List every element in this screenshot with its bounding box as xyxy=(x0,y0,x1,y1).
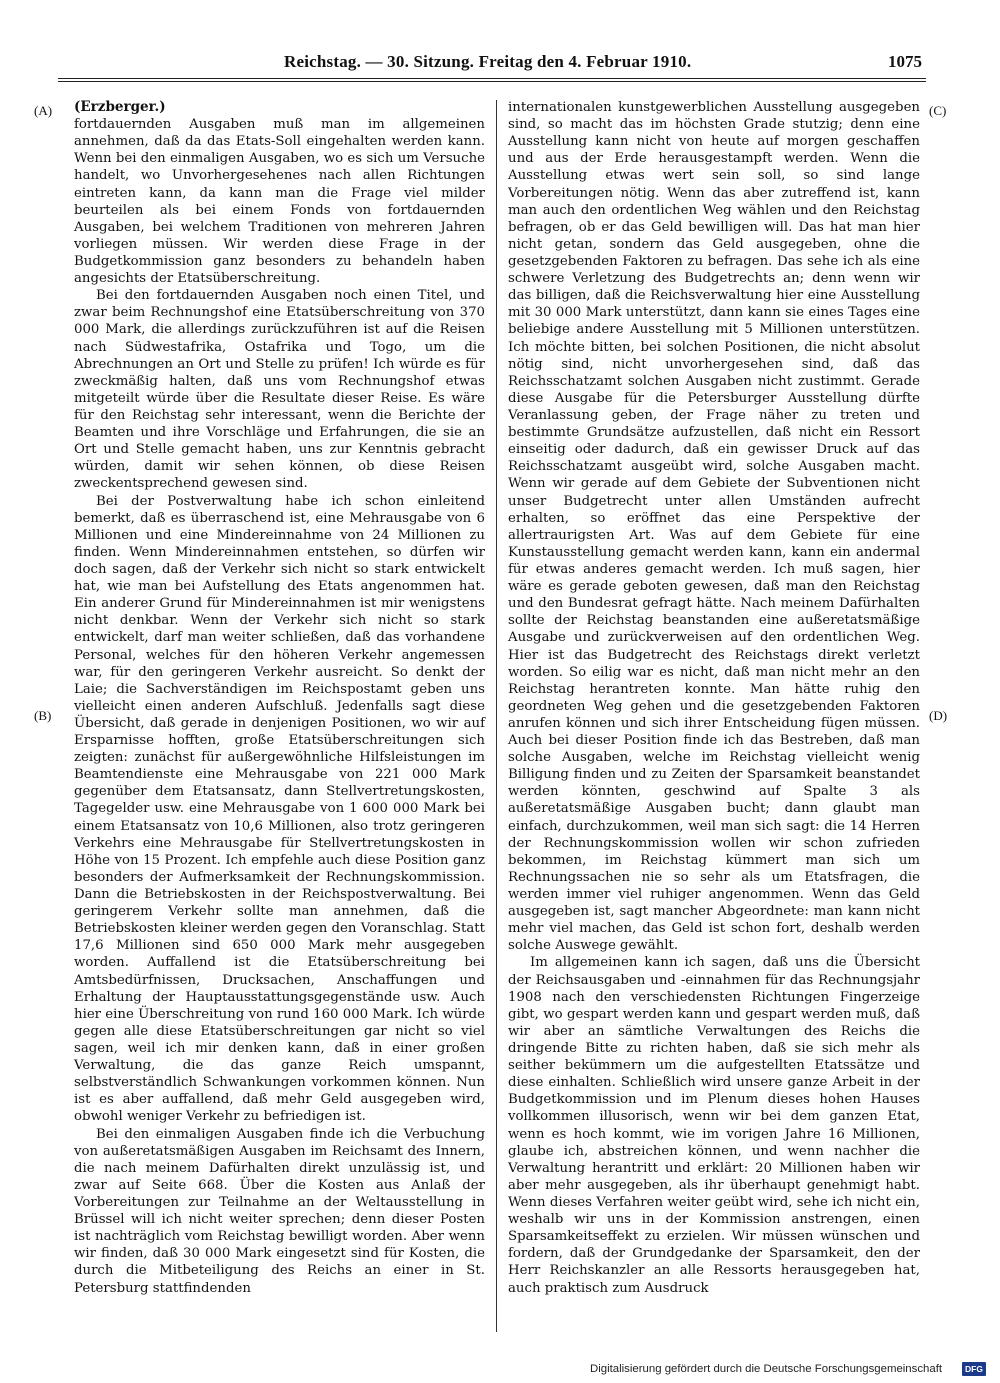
header-rule xyxy=(58,78,926,79)
footer-credit: Digitalisierung gefördert durch die Deutsche Forschungsgemeinschaft xyxy=(590,1363,943,1375)
paragraph: Bei den fortdauernden Ausgaben noch einen Titel, und zwar beim Rechnungshof eine Etatsüberschreitung von 370 000 Mark, die allerdings zurückzuführen ist auf die Reisen nach Südwestafrika, Ostafrika und Togo, um die Abrechnungen an Ort und Stelle zu prüfen! Ich würde es für zweckmäßig halten, daß uns vom Rechnungshof etwas mitgeteilt würde über die Resultate dieser Reise. Es wäre für den Reichstag sehr interessant, wenn die Berichte der Beamten und ihre Vorschläge und Erfahrungen, die sie an Ort und Stelle gemacht haben, uns zur Kenntnis gebracht würden, damit wir sehen können, ob diese Reisen zweckentsprechend gewesen sind. xyxy=(74,288,485,492)
dfg-logo-icon: DFG xyxy=(962,1362,986,1376)
speaker-label: (Erzberger.) xyxy=(74,99,166,115)
margin-marker-a: (A) xyxy=(34,103,53,118)
header-rule-thin xyxy=(58,81,926,82)
margin-marker-d: (D) xyxy=(929,708,948,723)
margin-marker-b: (B) xyxy=(34,708,52,723)
running-header xyxy=(0,52,1000,76)
right-column xyxy=(508,99,920,1297)
page-number: 1075 xyxy=(888,52,922,71)
paragraph: Bei den einmaligen Ausgaben finde ich die Verbuchung von außeretatsmäßigen Ausgaben im Reichsamt des Innern, die nach meinem Dafürhalten direkt unzulässig ist, und zwar auf Seite 668. Über die Kosten aus Anlaß der Vorbereitungen zur Teilnahme an der Weltausstellung in Brüssel will ich nicht weiter sprechen; denn dieser Posten ist nachträglich vom Reichstag bewilligt worden. Aber wenn wir finden, daß 30 000 Mark eingesetzt sind für Kosten, die durch die Mitbeteiligung des Reichs an einer in St. Petersburg stattfindenden xyxy=(74,1126,485,1296)
left-column xyxy=(74,99,485,1297)
running-title: Reichstag. — 30. Sitzung. Freitag den 4. Februar 1910. xyxy=(284,52,692,71)
paragraph: Im allgemeinen kann ich sagen, daß uns die Übersicht der Reichsausgaben und -einnahmen für das Rechnungsjahr 1908 nach den verschiedensten Richtungen Fingerzeige gibt, wo gespart werden kann und gespart werden muß, daß wir aber an sämtliche Verwaltungen des Reichs die dringende Bitte zu richten haben, daß sie sich mehr als seither bekümmern um die aufgestellten Etatssätze und diese einhalten. Schließlich wird unsere ganze Arbeit in der Budgetkommission und im Plenum dieses hohen Hauses vollkommen illusorisch, wenn wir bei dem ganzen Etat, wenn es hoch kommt, wie im vorigen Jahre 16 Millionen, glaube ich, abstreichen können, und wenn nachher die Verwaltung herantritt und erklärt: 20 Millionen haben wir aber mehr ausgegeben, als ihr überhaupt genehmigt habt. Wenn dieses Verfahren weiter geübt wird, sehe ich nicht ein, weshalb wir uns in der Kommission anstrengen, einen Sparsamkeitseffekt zu erzielen. Wir müssen wünschen und fordern, daß der Grundgedanke der Sparsamkeit, den der Herr Reichskanzler an alle Ressorts herausgegeben hat, auch praktisch zum Ausdruck xyxy=(508,955,920,1296)
paragraph: internationalen kunstgewerblichen Ausstellung ausgegeben sind, so macht das im höchsten Grade stutzig; denn eine Ausstellung kann nicht von heute auf morgen geschaffen und aus der Erde herausgestampft werden. Wenn die Ausstellung etwas wert sein soll, so sind lange Vorbereitungen nötig. Wenn das aber zutreffend ist, kann man auch den ordentlichen Weg wählen und den Reichstag befragen, ob er das Geld bewilligen will. Das hat man hier nicht getan, sondern das Geld ausgegeben, ohne die gesetzgebenden Faktoren zu befragen. Das sehe ich als eine schwere Verletzung des Budgetrechts an; denn wenn wir das billigen, daß die Reichsverwaltung hier eine Ausstellung mit 30 000 Mark unterstützt, dann kann sie eines Tages eine beliebige andere Ausstellung mit 5 Millionen unterstützen. Ich möchte bitten, bei solchen Positionen, die nicht absolut nötig sind, nicht unvorhergesehen sind, daß das Reichsschatzamt solchen Ausgaben nicht zustimmt. Gerade diese Ausgabe für die Petersburger Ausstellung dürfte Veranlassung geben, der Frage näher zu treten und bestimmte Grundsätze aufzustellen, daß nicht ein Ressort einseitig oder dadurch, daß ein gewisser Druck auf das Reichsschatzamt ausgeübt wird, solche Ausgaben macht. Wenn wir gerade auf dem Gebiete der Subventionen nicht unser Budgetrecht unter allen Umständen aufrecht erhalten, so eröffnet das eine Perspektive der allertraurigsten Art. Was auf dem Gebiete für eine Kunstausstellung gemacht werden kann, kann ein andermal für etwas anderes gemacht werden. Ich muß sagen, hier wäre es gerade geboten gewesen, daß man den Reichstag und den Bundesrat gefragt hätte. Nach meinem Dafürhalten sollte der Reichstag beanstanden eine außeretatsmäßige Ausgabe und zurückverweisen auf den ordentlichen Weg. Hier ist das Budgetrecht des Reichstags direkt verletzt worden. So eilig war es nicht, daß man nicht mehr an den Reichstag herantreten konnte. Man hätte ruhig den geordneten Weg gehen und die gesetzgebenden Faktoren anrufen können und sich ihrer Entscheidung fügen müssen. Auch bei dieser Position finde ich das Bestreben, daß man solche Ausgaben, welche im Reichstag vielleicht wenig Billigung finden und zu Zeiten der Sparsamkeit beanstandet werden könnten, geschwind auf Spalte 3 als außeretatsmäßige Ausgaben bucht; dann glaubt man einfach, durchzukommen, weil man sich sagt: die 14 Herren der Rechnungskommission wollen wir schon zufrieden bekommen, im Reichstag kümmert man sich um Rechnungssachen nie so sehr als um Etatsfragen, die werden immer viel ruhiger angenommen. Wenn das Geld ausgegeben ist, sagt mancher Abgeordnete: man kann nicht mehr viel machen, das Geld ist schon fort, deshalb werden solche Auswege gewählt. xyxy=(508,100,920,954)
digitization-footer xyxy=(590,1362,990,1378)
column-divider xyxy=(496,100,497,1332)
paragraph: Bei der Postverwaltung habe ich schon einleitend bemerkt, daß es überraschend ist, eine Mehrausgabe von 6 Millionen und eine Mindereinnahme von 24 Millionen zu finden. Wenn Mindereinnahmen entstehen, so dürfen wir doch sagen, daß der Verkehr sich nicht so stark entwickelt hat, wie man bei Aufstellung des Etats angenommen hat. Ein anderer Grund für Mindereinnahmen ist mir wenigstens nicht denkbar. Wenn der Verkehr sich nicht so stark entwickelt, darf man weiter schließen, daß das vorhandene Personal, welches für den höheren Verkehr angemessen war, für den geringeren Verkehr ausreicht. So denkt der Laie; die Sachverständigen im Reichspostamt geben uns vielleicht einen anderen Aufschluß. Jedenfalls sagt diese Übersicht, daß gerade in denjenigen Positionen, wo wir auf Ersparnisse hofften, große Etatsüberschreitungen sich zeigten: zunächst für außergewöhnliche Hilfsleistungen im Beamtendienste eine Mehrausgabe von 221 000 Mark gegenüber dem Etatsansatz, dann Stellvertretungskosten, Tagegelder usw. eine Mehrausgabe von 1 600 000 Mark bei einem Etatsansatz von 10,6 Millionen, also trotz geringeren Verkehrs eine Mehrausgabe für Stellvertretungskosten in Höhe von 15 Prozent. Ich empfehle auch diese Position ganz besonders der Aufmerksamkeit der Rechnungskommission. Dann die Betriebskosten in der Reichspostverwaltung. Bei geringerem Verkehr sollte man annehmen, daß die Betriebskosten kleiner werden gegen den Voranschlag. Statt 17,6 Millionen sind 650 000 Mark mehr ausgegeben worden. Auffallend ist die Etatsüberschreitung bei Amtsbedürfnissen, Drucksachen, Anschaffungen und Erhaltung der Hauptausstattungsgegenstände usw. Auch hier eine Überschreitung von rund 160 000 Mark. Ich würde gegen alle diese Etatsüberschreitungen gar nicht so viel sagen, weil ich mir denken kann, daß in einer großen Verwaltung, die das ganze Reich umspannt, selbstverständlich Schwankungen vorkommen können. Nun ist es aber auffallend, daß mehr Geld ausgegeben wird, obwohl weniger Verkehr zu befriedigen ist. xyxy=(74,493,485,1125)
paragraph: fortdauernden Ausgaben muß man im allgemeinen annehmen, daß da das Etats-Soll eingehalten werden kann. Wenn bei den einmaligen Ausgaben, wo es sich um Versuche handelt, wo Unvorhergesehenes nach allen Richtungen eintreten kann, da kann man die Frage viel milder beurteilen als bei einem Fonds von fortdauernden Ausgaben, bei welchem Traditionen von mehreren Jahren vorliegen müssen. Wir werden diese Frage in der Budgetkommission ganz besonders zu behandeln haben angesichts der Etatsüberschreitung. xyxy=(74,117,485,287)
margin-marker-c: (C) xyxy=(929,103,947,118)
